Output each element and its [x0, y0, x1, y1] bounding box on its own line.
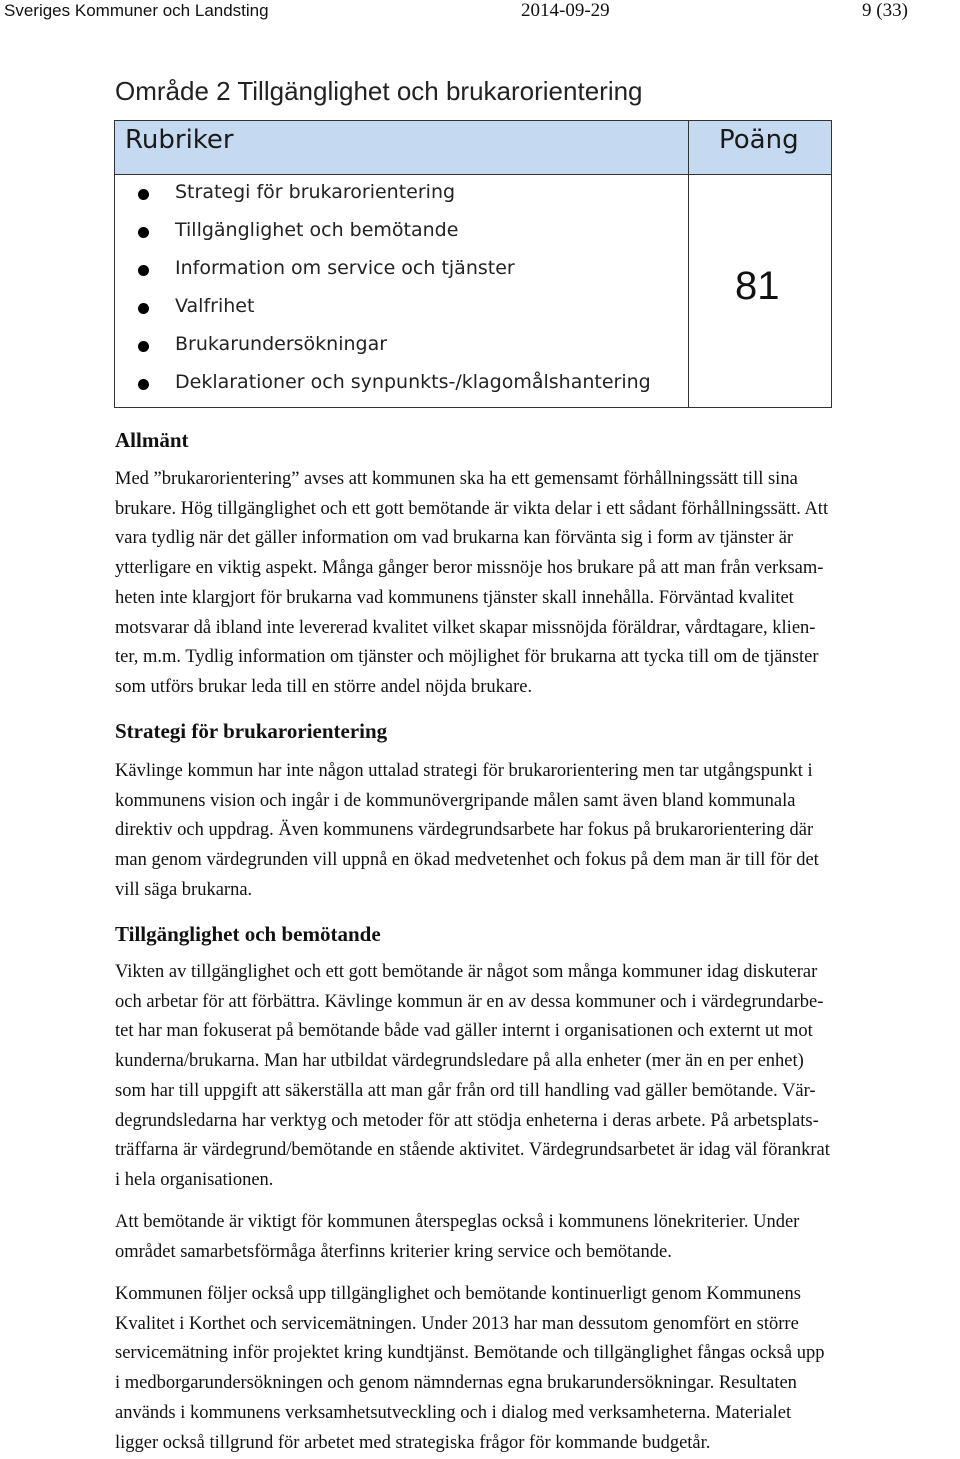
- text-line: och arbetar för att förbättra. Kävlinge kommun är en av dessa kommuner och i värdegrundarbe-: [115, 991, 824, 1012]
- text-line: ligger också tillgrund för arbetet med strategiska frågor för kommande budgetår.: [115, 1432, 711, 1453]
- bullet-icon: [138, 265, 149, 276]
- score-table-header: [115, 121, 831, 175]
- bullet-icon: [138, 341, 149, 352]
- text-line: området samarbetsförmåga återfinns kriterier kring service och bemötande.: [115, 1241, 672, 1262]
- text-line: motsvarar då ibland inte levererad kvalitet vilket skapar missnöjda föräldrar, vårdtagare, klien-: [115, 617, 816, 638]
- column-header-poang: Poäng: [719, 125, 799, 155]
- text-line: Kävlinge kommun har inte någon uttalad strategi för brukarorientering men tar utgångspunkt i: [115, 761, 813, 781]
- text-line: i medborgarundersökningen och genom nämndernas egna brukarundersökningar. Resultaten: [115, 1373, 797, 1394]
- list-item-text: Tillgänglighet och bemötande: [175, 219, 459, 241]
- text-line: heten inte klargjort för brukarna vad kommunens tjänster skall innehålla. Förväntad kvalitet: [115, 587, 794, 608]
- text-line: kunderna/brukarna. Man har utbildat värdegrundsledare på alla enheter (mer än en per enhet): [115, 1051, 804, 1072]
- text-line: i hela organisationen.: [115, 1169, 274, 1190]
- bullet-icon: [138, 379, 149, 390]
- allmant-paragraph: [115, 465, 960, 703]
- column-divider: [688, 121, 689, 407]
- score-table: [114, 120, 832, 408]
- text-line: ter, m.m. Tydlig information om tjänster och möjlighet för brukarna att tycka till om de tjänster: [115, 647, 819, 668]
- text-line: vill säga brukarna.: [115, 879, 253, 900]
- text-line: används i kommunens verksamhetsutveckling och i dialog med verksamheterna. Materialet: [115, 1402, 792, 1423]
- text-line: Att bemötande är viktigt för kommunen återspeglas också i kommunens lönekriterier. Under: [115, 1212, 800, 1232]
- text-line: tet har man fokuserat på bemötande både vad gäller internt i organisationen och externt ut mot: [115, 1021, 813, 1042]
- tillganglighet-paragraph-3: [115, 1280, 960, 1458]
- bullet-icon: [138, 227, 149, 238]
- text-line: Kvalitet i Korthet och servicemätningen. Under 2013 har man dessutom genomfört en större: [115, 1313, 799, 1334]
- text-line: degrundsledarna har verktyg och metoder för att stödja enheterna i deras arbete. På arbetsplats-: [115, 1110, 819, 1131]
- text-line: man genom värdegrunden vill uppnå en ökad medvetenhet och fokus på dem man är till för det: [115, 850, 819, 871]
- text-line: brukare. Hög tillgänglighet och ett gott bemötande är vikta delar i ett sådant förhållningssätt. Att: [115, 498, 829, 519]
- text-line: som har till uppgift att säkerställa att man går från ord till handling vad gäller bemötande. Vär-: [115, 1080, 816, 1101]
- list-item-text: Strategi för brukarorientering: [175, 181, 456, 203]
- column-header-rubriker: Rubriker: [125, 125, 234, 155]
- tillganglighet-paragraph-2: [115, 1208, 960, 1267]
- header-page-number: 9 (33): [862, 0, 908, 21]
- list-item-text: Information om service och tjänster: [175, 257, 515, 279]
- page-header: [0, 0, 960, 24]
- bullet-icon: [138, 303, 149, 314]
- section-heading-tillganglighet: Tillgänglighet och bemötande: [115, 922, 381, 946]
- header-date: 2014-09-29: [521, 0, 610, 21]
- text-line: Kommunen följer också upp tillgänglighet och bemötande kontinuerligt genom Kommunens: [115, 1284, 801, 1304]
- list-item-text: Deklarationer och synpunkts-/klagomålshantering: [175, 371, 651, 393]
- text-line: kommunens vision och ingår i de kommunövergripande målen samt även bland kommunala: [115, 790, 796, 811]
- header-organization: Sveriges Kommuner och Landsting: [4, 1, 269, 20]
- text-line: Med ”brukarorientering” avses att kommunen ska ha ett gemensamt förhållningssätt till sina: [115, 469, 798, 489]
- strategi-paragraph: [115, 757, 960, 906]
- text-line: vara tydlig när det gäller information om vad brukarna kan förvänta sig i form av tjänster är: [115, 528, 794, 549]
- text-line: direktiv och uppdrag. Även kommunens värdegrundsarbete har fokus på brukarorientering där: [115, 820, 814, 841]
- text-line: som utförs brukar leda till en större andel nöjda brukare.: [115, 676, 533, 697]
- text-line: träffarna är värdegrund/bemötande en stående aktivitet. Värdegrundsarbetet är idag väl förankrat: [115, 1140, 830, 1161]
- tillganglighet-paragraph-1: [115, 958, 960, 1196]
- bullet-icon: [138, 189, 149, 200]
- text-line: Vikten av tillgänglighet och ett gott bemötande är något som många kommuner idag diskuterar: [115, 962, 818, 982]
- score-value: 81: [735, 264, 780, 308]
- text-line: ytterligare en viktig aspekt. Många gånger beror missnöje hos brukare på att man från verksam-: [115, 558, 824, 579]
- section-heading-allmant: Allmänt: [115, 428, 189, 452]
- list-item-text: Valfrihet: [175, 295, 255, 317]
- section-heading-strategi: Strategi för brukarorientering: [115, 719, 388, 743]
- area-title: Område 2 Tillgänglighet och brukarorientering: [115, 76, 643, 106]
- list-item-text: Brukarundersökningar: [175, 333, 388, 355]
- text-line: servicemätning inför projektet kring kundtjänst. Bemötande och tillgänglighet fångas också upp: [115, 1343, 825, 1364]
